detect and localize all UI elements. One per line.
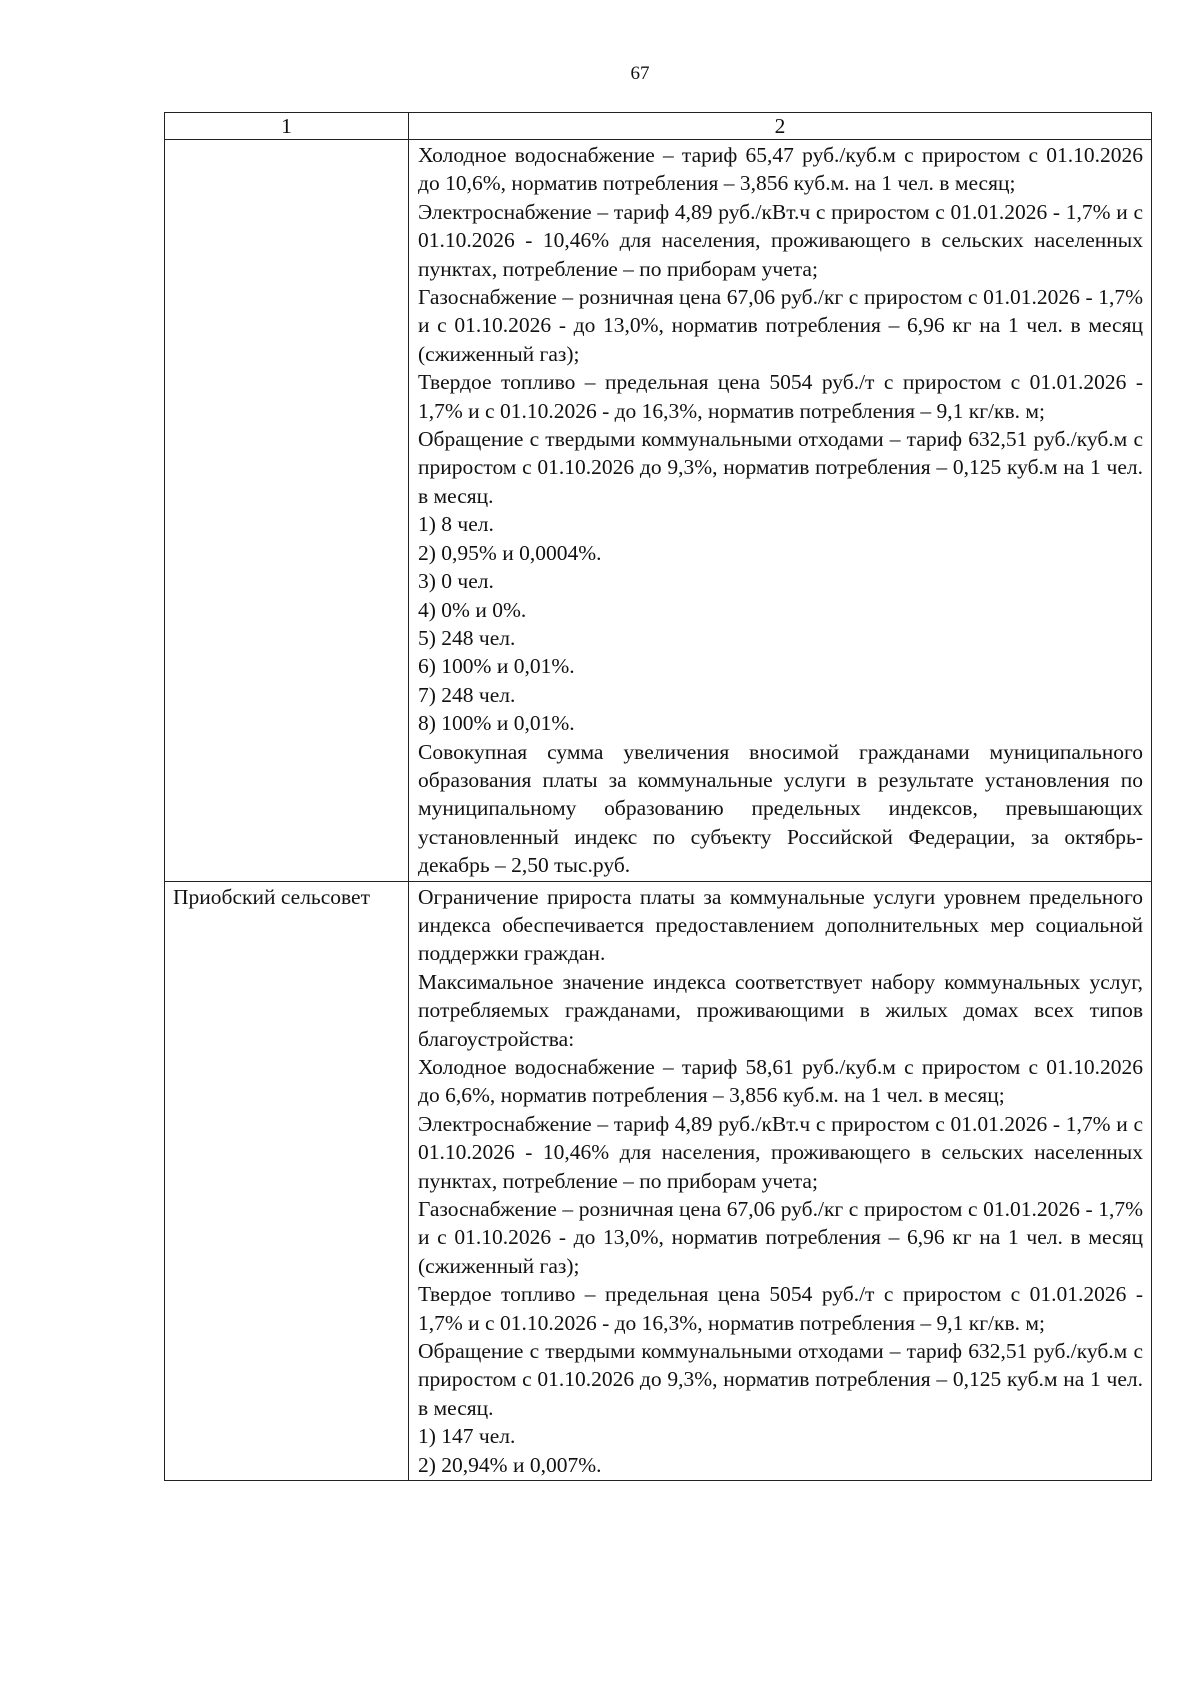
list-item: 7) 248 чел. xyxy=(418,682,516,707)
paragraph-gas: Газоснабжение – розничная цена 67,06 руб./кг с приростом с 01.01.2026 - 1,7% и с 01.10.2026 - до 13,0%, норматив потребления – 6,96 кг на 1 чел. в месяц (сжиженный газ); xyxy=(418,285,1143,366)
table-row xyxy=(165,881,1152,1481)
column-header-1: 1 xyxy=(165,113,409,140)
paragraph-solid-fuel: Твердое топливо – предельная цена 5054 руб./т с приростом с 01.01.2026 - 1,7% и с 01.10.2026 - до 16,3%, норматив потребления – 9,1 кг/кв. м; xyxy=(418,370,1143,423)
municipality-name xyxy=(165,140,409,882)
tariff-table xyxy=(164,112,1152,1481)
list-item: 1) 8 чел. xyxy=(418,512,494,537)
table-header-row xyxy=(165,113,1152,140)
paragraph-total-increase: Совокупная сумма увеличения вносимой гражданами муниципального образования платы за коммунальные услуги в результате установления по муниципальному образованию предельных индексов, превышающих установленный индекс по субъекту Российской Федерации, за октябрь-декабрь – 2,50 тыс.руб. xyxy=(418,739,1143,878)
paragraph-cold-water: Холодное водоснабжение – тариф 58,61 руб./куб.м с приростом с 01.10.2026 до 6,6%, норматив потребления – 3,856 куб.м. на 1 чел. в месяц; xyxy=(418,1055,1143,1108)
row-description xyxy=(409,140,1152,882)
list-item: 5) 248 чел. xyxy=(418,625,516,650)
paragraph-gas: Газоснабжение – розничная цена 67,06 руб./кг с приростом с 01.01.2026 - 1,7% и с 01.10.2026 - до 13,0%, норматив потребления – 6,96 кг на 1 чел. в месяц (сжиженный газ); xyxy=(418,1197,1143,1278)
list-item: 2) 0,95% и 0,0004%. xyxy=(418,540,602,565)
paragraph-electricity: Электроснабжение – тариф 4,89 руб./кВт.ч с приростом с 01.01.2026 - 1,7% и с 01.10.2026 - 10,46% для населения, проживающего в сельских населенных пунктах, потребление – по приборам учета; xyxy=(418,199,1143,281)
paragraph-waste: Обращение с твердыми коммунальными отходами – тариф 632,51 руб./куб.м с приростом с 01.10.2026 до 9,3%, норматив потребления – 0,125 куб.м на 1 чел. в месяц. xyxy=(418,1339,1143,1420)
paragraph-limitation: Ограничение прироста платы за коммунальные услуги уровнем предельного индекса обеспечивается предоставлением дополнительных мер социальной поддержки граждан. xyxy=(418,884,1143,966)
paragraph-cold-water: Холодное водоснабжение – тариф 65,47 руб./куб.м с приростом с 01.10.2026 до 10,6%, норматив потребления – 3,856 куб.м. на 1 чел. в месяц; xyxy=(418,143,1143,196)
column-header-2: 2 xyxy=(409,113,1152,140)
list-item: 8) 100% и 0,01%. xyxy=(418,711,575,736)
table-row xyxy=(165,140,1152,882)
paragraph-max-index: Максимальное значение индекса соответствует набору коммунальных услуг, потребляемых гражданами, проживающими в жилых домах всех типов благоустройства: xyxy=(418,969,1143,1051)
paragraph-electricity: Электроснабжение – тариф 4,89 руб./кВт.ч с приростом с 01.01.2026 - 1,7% и с 01.10.2026 - 10,46% для населения, проживающего в сельских населенных пунктах, потребление – по приборам учета; xyxy=(418,1111,1143,1193)
list-item: 4) 0% и 0%. xyxy=(418,597,527,622)
list-item: 1) 147 чел. xyxy=(418,1424,516,1449)
paragraph-waste: Обращение с твердыми коммунальными отходами – тариф 632,51 руб./куб.м с приростом с 01.10.2026 до 9,3%, норматив потребления – 0,125 куб.м на 1 чел. в месяц. xyxy=(418,427,1143,508)
list-item: 6) 100% и 0,01%. xyxy=(418,654,575,679)
municipality-name: Приобский сельсовет xyxy=(165,881,409,1481)
list-item: 2) 20,94% и 0,007%. xyxy=(418,1452,602,1477)
page-number: 67 xyxy=(630,63,650,84)
list-item: 3) 0 чел. xyxy=(418,569,494,594)
paragraph-solid-fuel: Твердое топливо – предельная цена 5054 руб./т с приростом с 01.01.2026 - 1,7% и с 01.10.2026 - до 16,3%, норматив потребления – 9,1 кг/кв. м; xyxy=(418,1282,1143,1335)
row-description xyxy=(409,881,1152,1481)
